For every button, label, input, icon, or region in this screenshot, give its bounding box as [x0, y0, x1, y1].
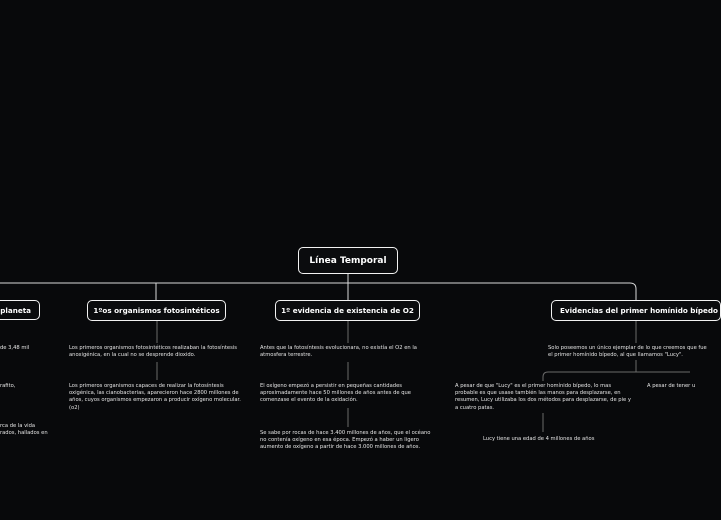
note-o2-3: Se sabe por rocas de hace 3.400 millones de años, que el océano no contenía oxígeno en esa época. Empezó a haber un ligero aumento de oxígeno a partir de hace 3.000 millones de años.: [260, 430, 431, 451]
branch-title: 1ºos organismos fotosintéticos: [93, 306, 220, 315]
note-hominido-1: Solo poseemos un único ejemplar de lo que creemos que fue el primer homínido bípedo, al que llamamos "Lucy".: [548, 345, 707, 359]
note-hominido-2: A pesar de que "Lucy" es el primer homínido bípedo, lo mas probable es que usase también las manos para desplazarse, en resumen, Lucy utilizaba los dos métodos para desplazarse, de pie y a cuatro patas.: [455, 383, 631, 411]
note-o2-1: Antes que la fotosíntesis evolucionara, no existía el O2 en la atmosfera terrestre.: [260, 345, 417, 359]
branch-node-hominido[interactable]: [551, 300, 721, 321]
branch-node-organismos[interactable]: [87, 300, 226, 321]
branch-title: Evidencias del primer homínido bípedo: [560, 306, 718, 315]
connector-main-bus: [0, 283, 636, 300]
branch-title: 1º evidencia de existencia de O2: [281, 306, 414, 315]
note-hominido-4: Lucy tiene una edad de 4 millones de años: [483, 436, 595, 442]
note-hominido-3: A pesar de tener u: [647, 383, 696, 389]
branch-node-planeta[interactable]: [0, 300, 40, 320]
note-planeta-3: rca de la vida rados, hallados en: [0, 423, 48, 437]
connector-hom-2: [543, 360, 690, 381]
branch-title: planeta: [0, 305, 31, 315]
root-node[interactable]: [298, 247, 398, 274]
branch-node-o2[interactable]: [275, 300, 420, 321]
note-planeta-2: rafito,: [0, 383, 16, 389]
note-planeta-1: de 3,48 mil: [0, 345, 30, 351]
note-organismos-1: Los primeros organismos fotosintéticos realizaban la fotosíntesis anoxigénica, en la cual no se desprende dioxido.: [69, 345, 237, 359]
note-organismos-2: Los primeros organismos capaces de realizar la fotosíntesis oxigénica, las cianobacterias, aparecieron hace 2800 millones de años, cuyos organismos empezaron a producir oxígeno molecular. (o2): [69, 383, 241, 411]
root-title: Línea Temporal: [309, 255, 387, 266]
note-o2-2: El oxígeno empezó a persistir en pequeñas cantidades aproximadamente hace 50 millones de años antes de que comenzase el evento de la oxidación.: [260, 383, 411, 404]
